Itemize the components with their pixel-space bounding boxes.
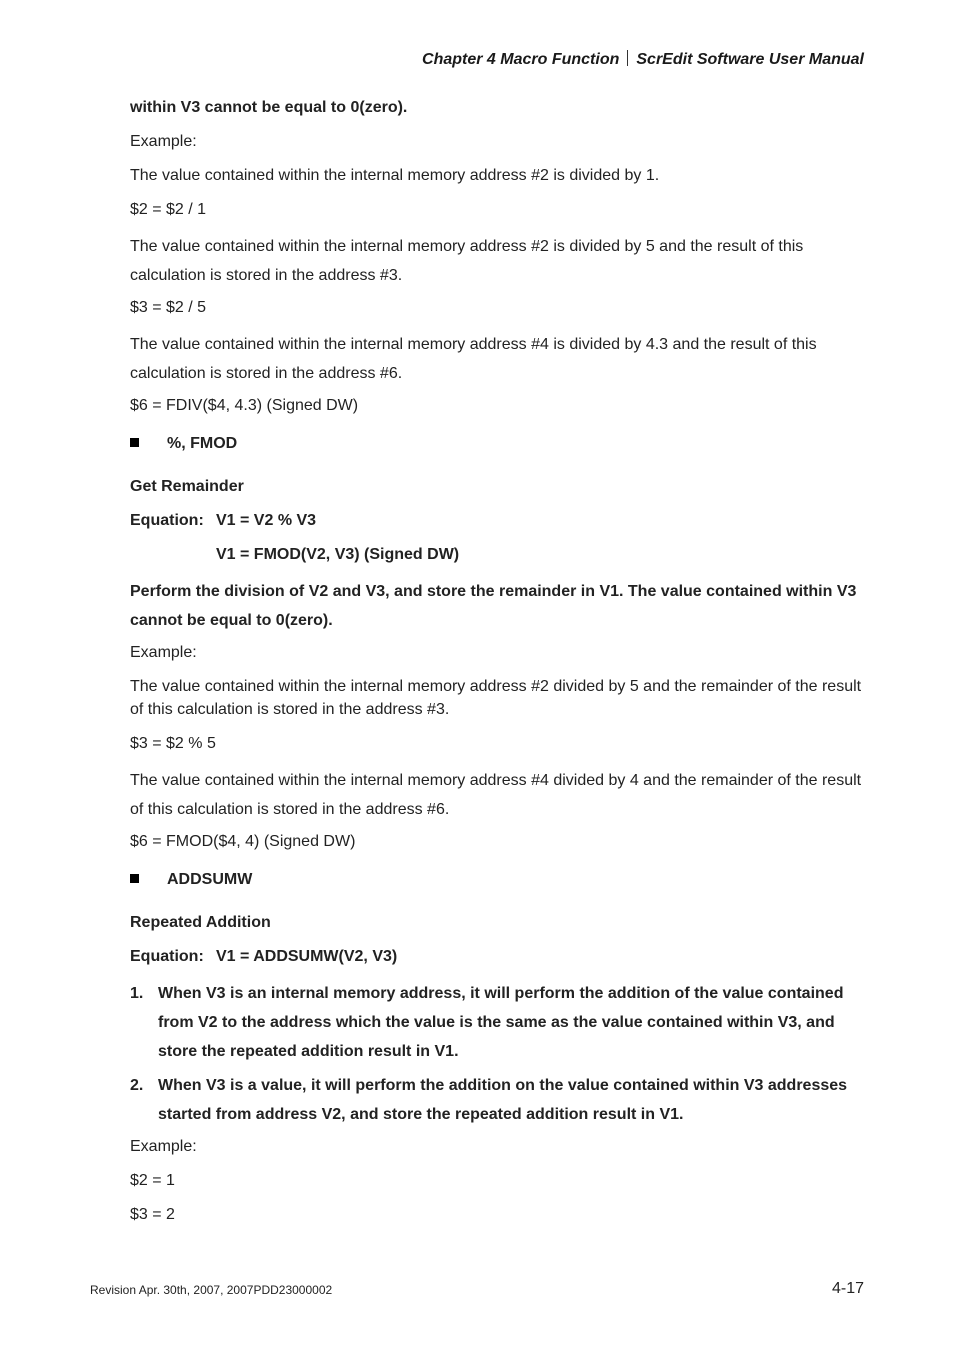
list-item bbox=[130, 979, 865, 1066]
example-description: The value contained within the internal memory address #2 is divided by 5 and the result of this calculation is stored in the address #3. bbox=[130, 238, 804, 284]
example-label: Example: bbox=[130, 133, 197, 150]
example-code: $3 = 2 bbox=[130, 1206, 175, 1223]
intro-continuation: within V3 cannot be equal to 0(zero). bbox=[130, 99, 408, 116]
example-description: The value contained within the internal memory address #4 divided by 4 and the remainder of the result of this calculation is stored in the address #6. bbox=[130, 772, 862, 818]
example-code: $6 = FMOD($4, 4) (Signed DW) bbox=[130, 833, 356, 850]
page-number: 4-17 bbox=[831, 1280, 864, 1297]
example-code: $3 = $2 % 5 bbox=[130, 735, 216, 752]
list-item-text: When V3 is an internal memory address, it will perform the addition of the value contained from V2 to the address which the value is the same as the value contained within V3, and store the repeated addition result in V1. bbox=[158, 985, 844, 1060]
list-item-number: 2. bbox=[130, 1077, 144, 1094]
section-description: Perform the division of V2 and V3, and store the remainder in V1. The value contained within V3 cannot be equal to 0(zero). bbox=[130, 583, 857, 629]
example-description: The value contained within the internal memory address #2 divided by 5 and the remainder of the result of this calculation is stored in the address #3. bbox=[130, 678, 862, 718]
example-description: The value contained within the internal memory address #4 is divided by 4.3 and the result of this calculation is stored in the address #6. bbox=[130, 336, 817, 382]
list-item-number: 1. bbox=[130, 985, 144, 1002]
section-heading-addsumw bbox=[130, 869, 865, 891]
equation-row bbox=[130, 945, 865, 968]
example-label: Example: bbox=[130, 1138, 197, 1155]
equation-row bbox=[130, 543, 865, 566]
equation-label: Equation: bbox=[130, 512, 204, 529]
chapter-title: Chapter 4 Macro Function bbox=[422, 51, 620, 68]
equation: V1 = V2 % V3 bbox=[216, 512, 317, 529]
example-label: Example: bbox=[130, 644, 197, 661]
equation-row bbox=[130, 509, 865, 532]
page-content bbox=[130, 96, 865, 1237]
header-separator bbox=[627, 50, 628, 66]
section-heading-fmod bbox=[130, 433, 865, 455]
example-description: The value contained within the internal memory address #2 is divided by 1. bbox=[130, 167, 660, 184]
equation: V1 = ADDSUMW(V2, V3) bbox=[216, 948, 398, 965]
equation-label: Equation: bbox=[130, 948, 204, 965]
section-title: ADDSUMW bbox=[167, 871, 253, 888]
numbered-list bbox=[130, 979, 865, 1129]
square-bullet-icon bbox=[130, 438, 139, 447]
square-bullet-icon bbox=[130, 874, 139, 883]
page-header bbox=[422, 50, 864, 69]
section-subtitle: Repeated Addition bbox=[130, 914, 271, 931]
list-item bbox=[130, 1071, 865, 1129]
example-code: $2 = 1 bbox=[130, 1172, 175, 1189]
list-item-text: When V3 is a value, it will perform the addition on the value contained within V3 addresses started from address V2, and store the repeated addition result in V1. bbox=[158, 1077, 848, 1123]
example-code: $6 = FDIV($4, 4.3) (Signed DW) bbox=[130, 397, 359, 414]
section-title: %, FMOD bbox=[167, 435, 238, 452]
manual-title: ScrEdit Software User Manual bbox=[636, 51, 864, 68]
example-code: $2 = $2 / 1 bbox=[130, 201, 207, 218]
revision-footer: Revision Apr. 30th, 2007, 2007PDD23000002 bbox=[90, 1283, 333, 1297]
section-subtitle: Get Remainder bbox=[130, 478, 244, 495]
example-code: $3 = $2 / 5 bbox=[130, 299, 207, 316]
equation: V1 = FMOD(V2, V3) (Signed DW) bbox=[216, 546, 460, 563]
